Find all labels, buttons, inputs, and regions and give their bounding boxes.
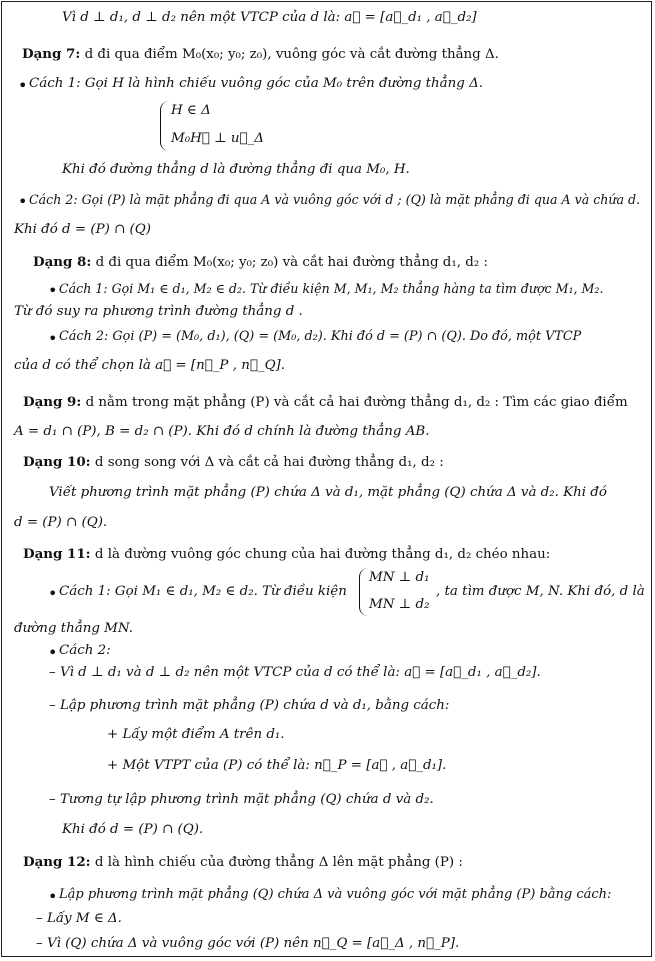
section-heading-dang-8: Dạng 8: d đi qua điểm M₀(x₀; y₀; z₀) và cắt hai đường thẳng d₁, d₂ : (33, 254, 488, 270)
section-label: Dạng 7: (22, 46, 81, 62)
system-line: M₀H⃗ ⊥ u⃗_Δ (171, 131, 264, 146)
text-line: – Lập phương trình mặt phẳng (P) chứa d và d₁, bằng cách: (49, 698, 450, 713)
section-heading-dang-7: Dạng 7: d đi qua điểm M₀(x₀; y₀; z₀), vuông góc và cắt đường thẳng Δ. (22, 46, 499, 62)
system-brace-icon (359, 568, 369, 616)
text-line: Cách 1: Gọi M₁ ∈ d₁, M₂ ∈ d₂. Từ điều kiện (59, 584, 347, 599)
section-label: Dạng 9: (23, 394, 82, 410)
text-line: Khi đó d = (P) ∩ (Q). (62, 822, 204, 837)
text-line: Từ đó suy ra phương trình đường thẳng d . (14, 304, 303, 319)
text-line: Khi đó d = (P) ∩ (Q) (14, 222, 151, 237)
text-line: – Tương tự lập phương trình mặt phẳng (Q) chứa d và d₂. (49, 792, 434, 807)
text-line: của d có thể chọn là a⃗ = [n⃗_P , n⃗_Q]. (14, 358, 286, 373)
section-heading-dang-9: Dạng 9: d nằm trong mặt phẳng (P) và cắt cả hai đường thẳng d₁, d₂ : Tìm các giao điểm (23, 394, 628, 410)
section-heading-dang-11: Dạng 11: d là đường vuông góc chung của hai đường thẳng d₁, d₂ chéo nhau: (23, 546, 551, 562)
text-line: Cách 1: Gọi H là hình chiếu vuông góc của M₀ trên đường thẳng Δ. (29, 76, 484, 91)
bullet-icon: • (48, 887, 58, 906)
text-line: Khi đó đường thẳng d là đường thẳng đi qua M₀, H. (62, 162, 410, 177)
text-line: Viết phương trình mặt phẳng (P) chứa Δ và d₁, mặt phẳng (Q) chứa Δ và d₂. Khi đó (49, 485, 607, 500)
system-line: MN ⊥ d₁ (369, 570, 430, 585)
bullet-icon: • (48, 643, 58, 662)
text-line: Cách 2: (59, 643, 111, 658)
text-line: Cách 1: Gọi M₁ ∈ d₁, M₂ ∈ d₂. Từ điều kiện M, M₁, M₂ thẳng hàng ta tìm được M₁, M₂. (59, 281, 604, 296)
text-line: + Một VTPT của (P) có thể là: n⃗_P = [a⃗ , a⃗_d₁]. (107, 758, 447, 773)
text-line: – Lấy M ∈ Δ. (36, 911, 122, 926)
section-label: Dạng 11: (23, 546, 91, 562)
text-line: A = d₁ ∩ (P), B = d₂ ∩ (P). Khi đó d chính là đường thẳng AB. (14, 424, 430, 439)
text-line: Cách 2: Gọi (P) = (M₀, d₁), (Q) = (M₀, d₂). Khi đó d = (P) ∩ (Q). Do đó, một VTCP (59, 329, 582, 344)
section-label: Dạng 12: (23, 854, 91, 870)
bullet-icon: • (48, 329, 58, 348)
text-line: Vì d ⊥ d₁, d ⊥ d₂ nên một VTCP của d là: a⃗ = [a⃗_d₁ , a⃗_d₂] (62, 10, 477, 25)
text-line: Cách 2: Gọi (P) là mặt phẳng đi qua A và vuông góc với d ; (Q) là mặt phẳng đi qua A và chứa d. (29, 192, 641, 207)
text-line: – Vì (Q) chứa Δ và vuông góc với (P) nên n⃗_Q = [a⃗_Δ , n⃗_P]. (36, 936, 460, 951)
text-line: đường thẳng MN. (14, 621, 133, 636)
text-line: , ta tìm được M, N. Khi đó, d là (436, 584, 645, 599)
text-line: – Vì d ⊥ d₁ và d ⊥ d₂ nên một VTCP của d có thể là: a⃗ = [a⃗_d₁ , a⃗_d₂]. (49, 665, 541, 680)
bullet-icon: • (48, 281, 58, 300)
text-line: d = (P) ∩ (Q). (14, 515, 108, 530)
document-page (1, 1, 652, 957)
text-line: + Lấy một điểm A trên d₁. (107, 727, 285, 742)
system-line: H ∈ Δ (171, 103, 211, 118)
bullet-icon: • (18, 192, 28, 211)
text-line: Lập phương trình mặt phẳng (Q) chứa Δ và vuông góc với mặt phẳng (P) bằng cách: (59, 887, 612, 902)
section-label: Dạng 8: (33, 254, 92, 270)
system-brace-icon (160, 101, 170, 151)
system-line: MN ⊥ d₂ (369, 597, 430, 612)
bullet-icon: • (18, 76, 28, 95)
section-heading-dang-10: Dạng 10: d song song với Δ và cắt cả hai đường thẳng d₁, d₂ : (23, 454, 444, 470)
bullet-icon: • (48, 584, 58, 603)
section-heading-dang-12: Dạng 12: d là hình chiếu của đường thẳng Δ lên mặt phẳng (P) : (23, 854, 463, 870)
section-label: Dạng 10: (23, 454, 91, 470)
